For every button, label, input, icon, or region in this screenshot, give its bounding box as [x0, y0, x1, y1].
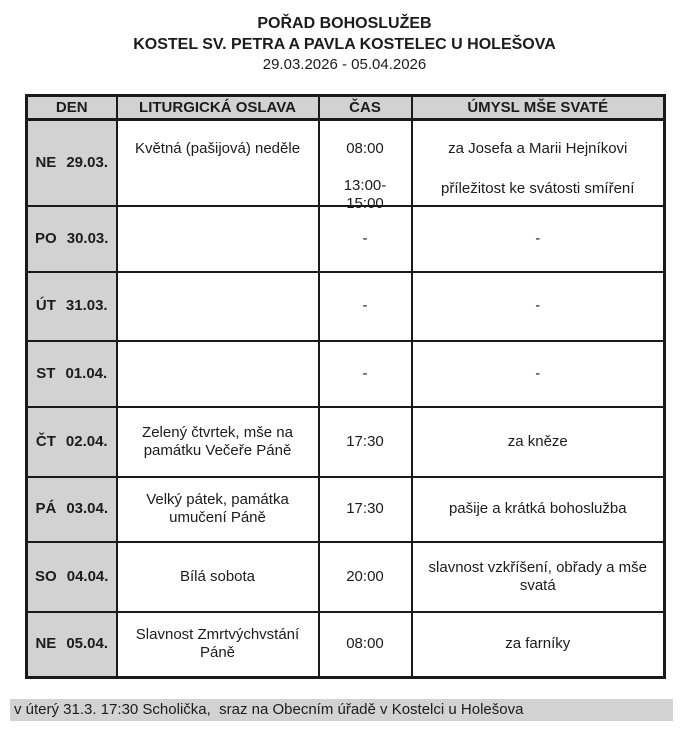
celebration-cell	[117, 341, 319, 407]
table-header	[27, 96, 665, 120]
page-subtitle: KOSTEL SV. PETRA A PAVLA KOSTELEC U HOLEŠOVA	[133, 36, 556, 53]
intention-cell: slavnost vzkříšení, obřady a mše svatá	[412, 542, 665, 612]
time-cell: -	[319, 341, 412, 407]
table-row	[27, 341, 665, 407]
day-cell	[27, 206, 117, 272]
day-abbrev: ČT	[35, 432, 56, 450]
day-abbrev: PO	[35, 229, 57, 247]
day-abbrev: ST	[36, 364, 56, 382]
day-cell	[27, 542, 117, 612]
day-abbrev: PÁ	[35, 500, 57, 517]
celebration-cell	[117, 120, 319, 206]
time-stack	[326, 121, 405, 212]
table-row	[27, 612, 665, 678]
time-cell: 08:00	[319, 612, 412, 678]
page-title: POŘAD BOHOSLUŽEB	[257, 15, 432, 32]
day-date: 04.04.	[66, 567, 109, 585]
intention-cell: -	[412, 206, 665, 272]
celebration-cell: Bílá sobota	[117, 542, 319, 612]
day-label	[30, 635, 114, 653]
day-date: 29.03.	[66, 153, 109, 171]
time-cell: -	[319, 206, 412, 272]
intention-cell: -	[412, 341, 665, 407]
day-label	[30, 230, 114, 248]
header-row	[27, 96, 665, 120]
title-block	[0, 0, 689, 75]
day-date: 05.04.	[66, 635, 109, 653]
day-label	[30, 297, 114, 315]
celebration-stack	[124, 121, 312, 203]
day-label	[30, 433, 114, 451]
col-header-liturgicka-oslava: LITURGICKÁ OSLAVA	[117, 96, 319, 120]
table-row	[27, 542, 665, 612]
day-label	[30, 568, 114, 586]
day-date: 01.04.	[65, 364, 108, 382]
day-abbrev: NE	[35, 635, 57, 653]
day-cell	[27, 272, 117, 341]
time-value: 13:00-15:00	[343, 177, 387, 212]
day-abbrev: ÚT	[35, 297, 56, 314]
day-label	[30, 500, 114, 518]
col-header-umysl: ÚMYSL MŠE SVATÉ	[412, 96, 665, 120]
time-value: 08:00	[346, 140, 384, 157]
intention-cell: -	[412, 272, 665, 341]
day-date: 31.03.	[65, 297, 108, 314]
day-date: 03.04.	[66, 500, 109, 517]
table-row	[27, 477, 665, 542]
time-cell	[319, 120, 412, 212]
intention-cell: za kněze	[412, 407, 665, 477]
celebration-cell: Slavnost Zmrtvýchvstání Páně	[117, 612, 319, 678]
day-abbrev: NE	[35, 153, 57, 171]
celebration-text: Květná (pašijová) neděle	[134, 140, 301, 157]
col-header-cas: ČAS	[319, 96, 412, 120]
table-body	[27, 120, 665, 678]
schedule-table	[25, 94, 666, 679]
celebration-cell: Velký pátek, památka umučení Páně	[117, 477, 319, 542]
celebration-cell: Zelený čtvrtek, mše na památku Večeře Páně	[117, 407, 319, 477]
footer-note: v úterý 31.3. 17:30 Scholička, sraz na Obecním úřadě v Kostelci u Holešova	[10, 699, 673, 721]
day-label	[34, 154, 110, 172]
table-row	[27, 407, 665, 477]
time-cell: 17:30	[319, 407, 412, 477]
col-header-den: DEN	[27, 96, 117, 120]
intention-text: za Josefa a Marii Hejníkovi	[448, 140, 628, 157]
intention-cell	[412, 120, 665, 206]
day-cell	[27, 120, 117, 206]
intention-cell: za farníky	[412, 612, 665, 678]
celebration-cell	[117, 272, 319, 341]
time-cell: -	[319, 272, 412, 341]
intention-cell: pašije a krátká bohoslužba	[412, 477, 665, 542]
table-row	[27, 120, 665, 206]
day-abbrev: SO	[35, 567, 57, 585]
day-label	[30, 365, 114, 383]
time-cell: 17:30	[319, 477, 412, 542]
intention-text: příležitost ke svátosti smíření	[441, 179, 635, 197]
day-cell	[27, 407, 117, 477]
table-row	[27, 272, 665, 341]
day-cell	[27, 341, 117, 407]
celebration-cell	[117, 206, 319, 272]
time-cell: 20:00	[319, 542, 412, 612]
day-cell	[27, 612, 117, 678]
day-cell	[27, 477, 117, 542]
day-date: 02.04.	[65, 432, 108, 450]
date-range: 29.03.2026 - 05.04.2026	[262, 56, 427, 73]
day-date: 30.03.	[66, 229, 109, 247]
intention-stack	[419, 121, 658, 203]
